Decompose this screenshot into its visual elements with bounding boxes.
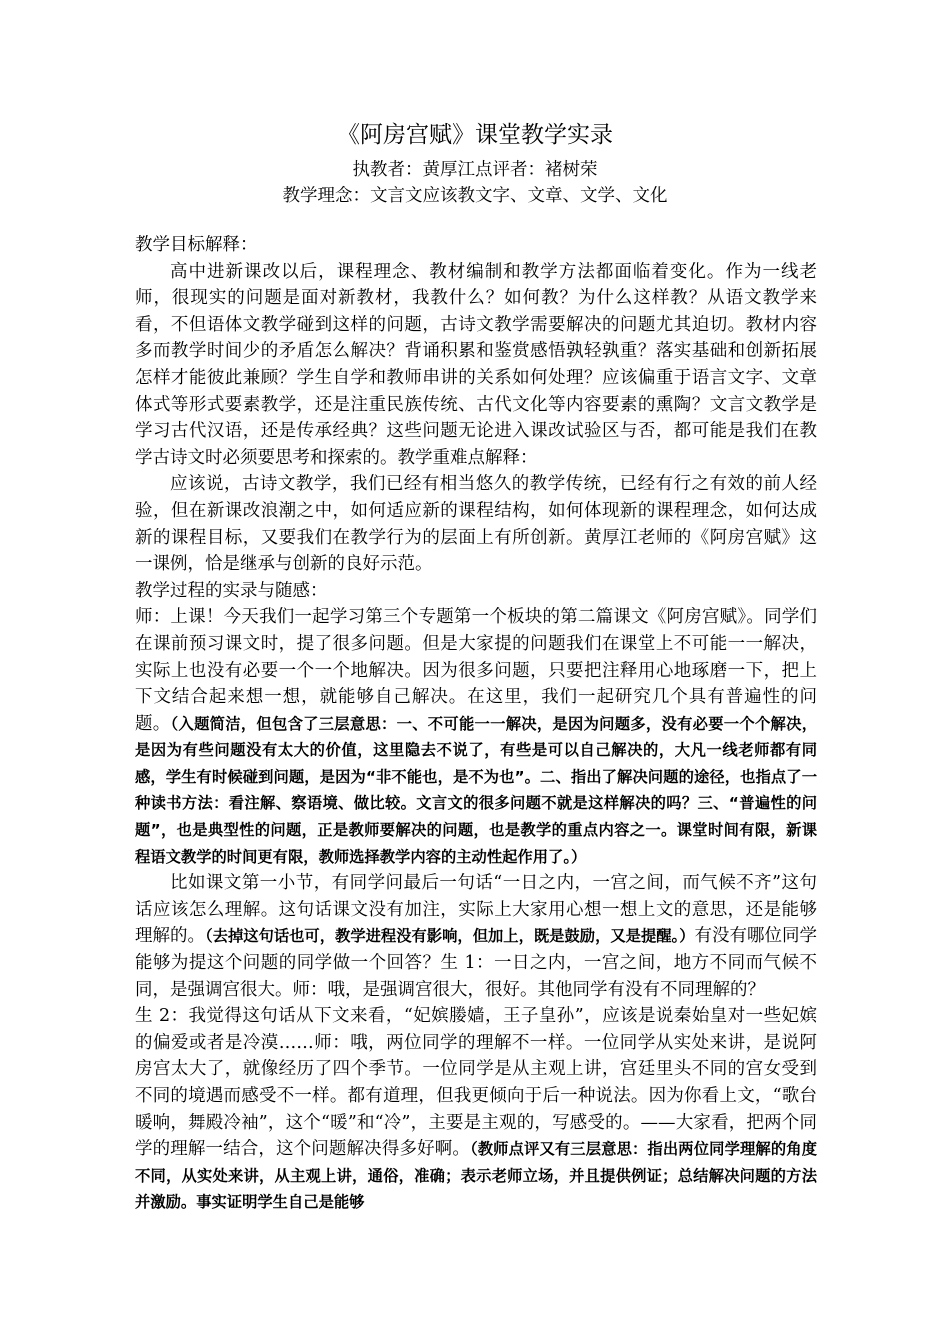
paragraph-1: 高中进新课改以后，课程理念、教材编制和教学方法都面临着变化。作为一线老师，很现实的问题是面对新教材，我教什么？如何教？为什么这样教？从语文教学来看，不但语体文教学碰到这样的问题，古诗文教学需要解决的问题尤其迫切。教材内容多而教学时间少的矛盾怎么解决？背诵积累和鉴赏感悟孰轻孰重？落实基础和创新拓展怎样才能彼此兼顾？学生自学和教师串讲的关系如何处理？应该偏重于语言文字、文章体式等形式要素教学，还是注重民族传统、古代文化等内容要素的熏陶？文言文教学是学习古代汉语，还是传承经典？这些问题无论进入课改试验区与否，都可能是我们在教学古诗文时必须要思考和探索的。教学重难点解释： — [135, 261, 817, 468]
dialogue-text: 比如课文第一小节，有同学问最后一句话“一日之内，一宫之间，而气候不齐”这句话应该怎么理解。这句话课文没有加注，实际上大家用心想一想上文的意思，还是能够理解的。 — [135, 873, 817, 947]
review-comment: （去掉这句话也可，教学进程没有影响，但加上，既是鼓励，又是提醒。） — [205, 927, 695, 946]
process-heading: 教学过程的实录与随感： — [135, 580, 328, 601]
paragraph-4 — [135, 870, 817, 1003]
review-comment: （教师点评又有三层意思：指出两位同学理解的角度不同，从实处来讲，从主观上讲，通俗，准确；表示老师立场，并且提供例证；总结解决问题的方法并激励。事实证明学生自己是能够 — [135, 1140, 817, 1212]
paragraph-5 — [135, 1003, 817, 1216]
teaching-philosophy-line: 教学理念：文言文应该教文字、文章、文学、文化 — [282, 186, 668, 206]
dialogue-text: 生 2：我觉得这句话从下文来看，“妃嫔媵嫱，王子皇孙”，应该是说秦始皇对一些妃嫔的偏爱或者是冷漠……师：哦，两位同学的理解不一样。一位同学从实处来讲，是说阿房宫太大了，就像经历了四个季节。一位同学是从主观上讲，宫廷里头不同的宫女受到不同的境遇而感受不一样。都有道理，但我更倾向于后一种说法。因为你看上文，“歌台暖响，舞殿冷袖”，这个“暖”和“冷”，主要是主观的，写感受的。——大家看，把两个同学的理解一结合，这个问题解决得多好啊。 — [135, 1006, 817, 1160]
paragraph-3 — [135, 604, 817, 870]
page-title: 《阿房宫赋》课堂教学实录 — [337, 122, 613, 148]
goal-heading: 教学目标解释： — [135, 235, 258, 255]
teacher-reviewer-line: 执教者：黄厚江点评者：褚树荣 — [352, 160, 598, 180]
review-comment: （入题简洁，但包含了三层意思：一、不可能一一解决，是因为问题多，没有必要一个个解决，是因为有些问题没有太大的价值，这里隐去不说了，有些是可以自己解决的，大凡一线老师都有同感，学生有时候碰到问题，是因为“非不能也，是不为也”。二、指出了解决问题的途径，也指点了一种读书方法：看注解、察语境、做比较。文言文的很多问题不就是这样解决的吗？三、“普遍性的问题”，也是典型性的问题，正是教师要解决的问题，也是教学的重点内容之一。课堂时间有限，新课程语文教学的时间更有限，教师选择教学内容的主动性起作用了。） — [135, 714, 818, 866]
document-body — [135, 232, 817, 1216]
dialogue-text: 有没有哪位同学能够为提这个问题的同学做一个回答？生 1：一日之内，一宫之间，地方不同而气候不同，是强调宫很大。师：哦，是强调宫很大，很好。其他同学有没有不同理解的？ — [135, 926, 817, 1000]
paragraph-2: 应该说，古诗文教学，我们已经有相当悠久的教学传统，已经有行之有效的前人经验，但在新课改浪潮之中，如何适应新的课程结构，如何体现新的课程理念，如何达成新的课程目标，又要我们在教学行为的层面上有所创新。黄厚江老师的《阿房宫赋》这一课例，恰是继承与创新的良好示范。 — [135, 474, 817, 575]
dialogue-text: 师：上课！今天我们一起学习第三个专题第一个板块的第二篇课文《阿房宫赋》。同学们在课前预习课文时，提了很多问题。但是大家提的问题我们在课堂上不可能一一解决，实际上也没有必要一个一个地解决。因为很多问题，只要把注释用心地琢磨一下，把上下文结合起来想一想，就能够自己解决。在这里，我们一起研究几个具有普遍性的问题。 — [135, 607, 817, 734]
